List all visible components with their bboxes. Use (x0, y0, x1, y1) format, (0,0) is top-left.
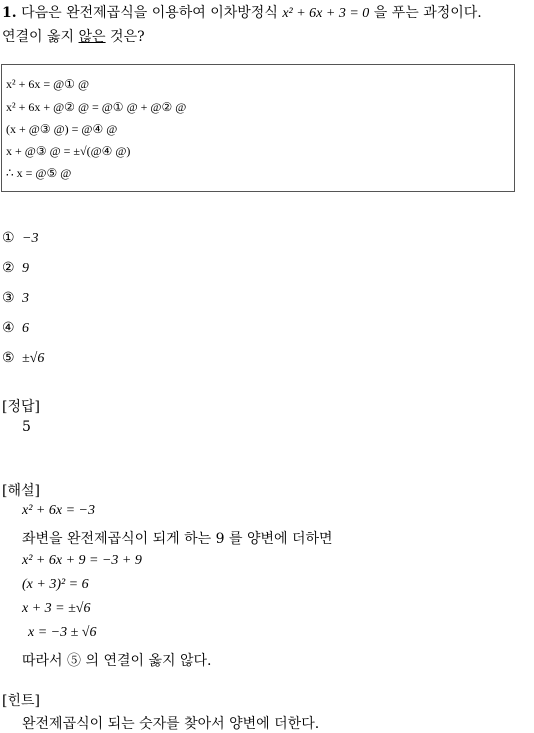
explanation-header: [해설] (2, 483, 40, 499)
question-line2-prefix: 연결이 옳지 (2, 29, 79, 45)
explanation-line-6: x = −3 ± √6 (28, 625, 97, 640)
hint-header: [힌트] (2, 693, 40, 709)
answer-value: 5 (22, 419, 31, 435)
explanation-line-5: x + 3 = ±√6 (22, 601, 91, 616)
hint-text: 완전제곱식이 되는 숫자를 찾아서 양변에 더한다. (22, 716, 320, 732)
choice-2-mark: ② (2, 260, 15, 276)
choice-2[interactable] (2, 260, 29, 277)
question-line-1 (2, 2, 482, 22)
explanation-line-7: 따라서 ⑤ 의 연결이 옳지 않다. (22, 653, 212, 669)
question-text-prefix: 다음은 완전제곱식을 이용하여 이차방정식 (21, 5, 283, 21)
choice-2-text: 9 (22, 261, 29, 276)
choice-5[interactable] (2, 350, 44, 367)
question-line-2 (2, 26, 145, 46)
box-line-2: x² + 6x + @② @ = @① @ + @② @ (6, 100, 187, 114)
explanation-line-2: 좌변을 완전제곱식이 되게 하는 9 를 양변에 더하면 (22, 531, 333, 547)
choice-3-text: 3 (22, 291, 29, 306)
choice-1-mark: ① (2, 230, 15, 246)
box-line-1: x² + 6x = @① @ (6, 77, 89, 91)
explanation-line-3: x² + 6x + 9 = −3 + 9 (22, 553, 142, 568)
choice-4-text: 6 (22, 321, 29, 336)
explanation-line-4: (x + 3)² = 6 (22, 577, 89, 592)
choice-5-mark: ⑤ (2, 350, 15, 366)
answer-header: [정답] (2, 399, 40, 415)
box-line-4: x + @③ @ = ±√(@④ @) (6, 144, 131, 158)
question-emphasis: 않은 (78, 29, 106, 45)
choice-4-mark: ④ (2, 320, 15, 336)
box-line-3: (x + @③ @) = @④ @ (6, 122, 118, 136)
choice-1[interactable] (2, 230, 38, 247)
process-box (1, 64, 515, 192)
choice-3-mark: ③ (2, 290, 15, 306)
choice-4[interactable] (2, 320, 29, 337)
question-text-suffix: 을 푸는 과정이다. (369, 5, 482, 21)
choice-5-text: ±√6 (22, 351, 45, 366)
question-number: 1. (2, 5, 17, 21)
box-line-5: ∴ x = @⑤ @ (6, 166, 72, 180)
question-equation: x² + 6x + 3 = 0 (282, 6, 370, 21)
question-line2-suffix: 것은? (105, 29, 145, 45)
choice-1-text: −3 (22, 231, 39, 246)
choice-3[interactable] (2, 290, 29, 307)
explanation-line-1: x² + 6x = −3 (22, 503, 95, 518)
